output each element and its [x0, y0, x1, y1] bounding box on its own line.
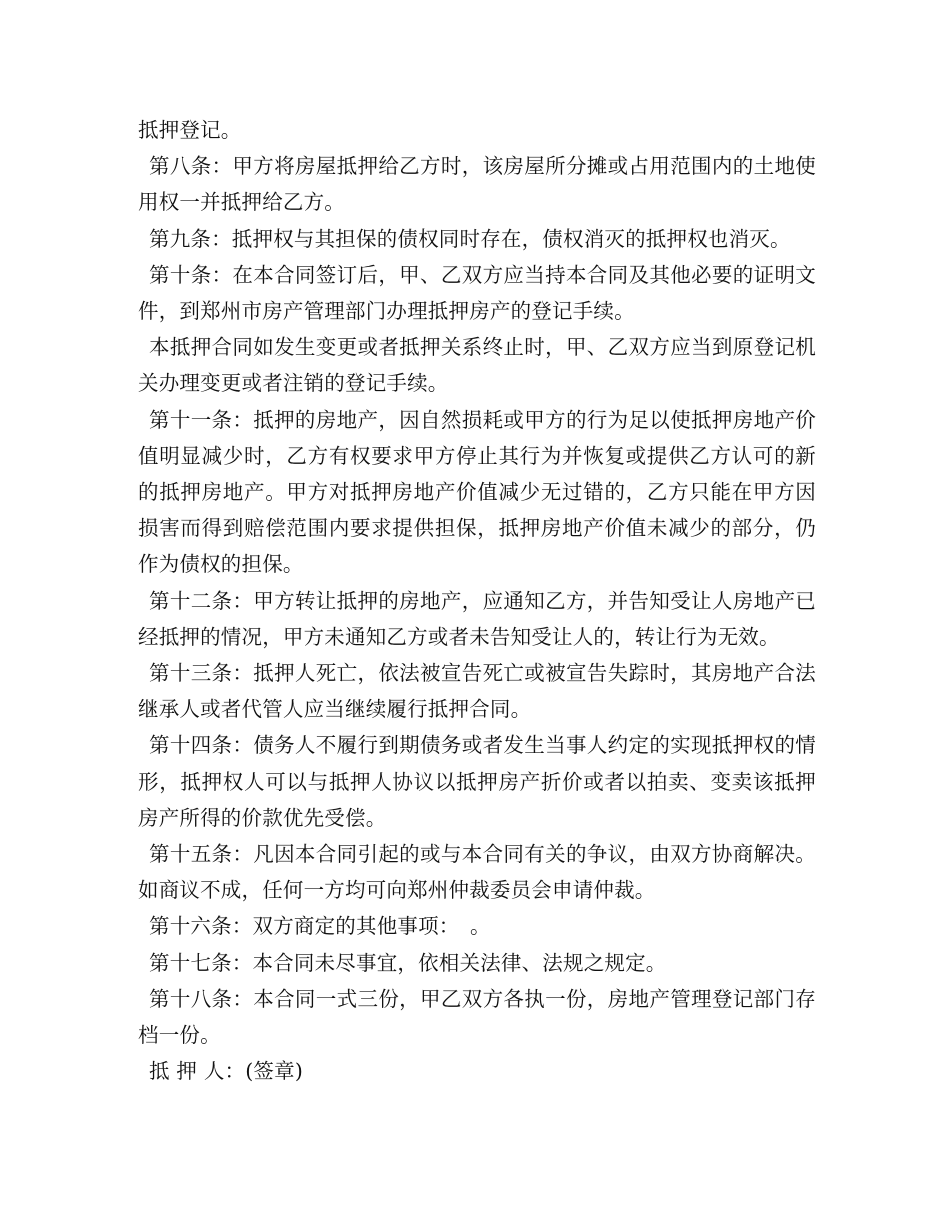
document-body: [138, 112, 816, 1089]
paragraph-article-16: 第十六条：双方商定的其他事项： 。: [149, 914, 491, 939]
paragraph-article-10-note: 本抵押合同如发生变更或者抵押关系终止时，甲、乙双方应当到原登记机关办理变更或者注销的登记手续。: [138, 335, 816, 396]
paragraph-article-15: 第十五条：凡因本合同引起的或与本合同有关的争议，由双方协商解决。如商议不成，任何一方均可向郑州仲裁委员会申请仲裁。: [138, 842, 816, 903]
signature-line-mortgagor: 抵 押 人：(签章): [149, 1059, 304, 1084]
paragraph-article-12: 第十二条：甲方转让抵押的房地产，应通知乙方，并告知受让人房地产已经抵押的情况，甲方未通知乙方或者未告知受让人的，转让行为无效。: [138, 588, 816, 649]
paragraph-article-8: 第八条：甲方将房屋抵押给乙方时，该房屋所分摊或占用范围内的土地使用权一并抵押给乙方。: [138, 154, 816, 215]
paragraph-article-13: 第十三条：抵押人死亡，依法被宣告死亡或被宣告失踪时，其房地产合法继承人或者代管人应当继续履行抵押合同。: [138, 661, 816, 722]
paragraph-article-11: 第十一条：抵押的房地产，因自然损耗或甲方的行为足以使抵押房地产价值明显减少时，乙方有权要求甲方停止其行为并恢复或提供乙方认可的新的抵押房地产。甲方对抵押房地产价值减少无过错的，乙方只能在甲方因损害而得到赔偿范围内要求提供担保，抵押房地产价值未减少的部分，仍作为债权的担保。: [138, 407, 816, 577]
paragraph-article-14: 第十四条：债务人不履行到期债务或者发生当事人约定的实现抵押权的情形，抵押权人可以与抵押人协议以抵押房产折价或者以拍卖、变卖该抵押房产所得的价款优先受偿。: [138, 733, 816, 830]
paragraph-article-9: 第九条：抵押权与其担保的债权同时存在，债权消灭的抵押权也消灭。: [149, 226, 791, 251]
paragraph-article-10: 第十条：在本合同签订后，甲、乙双方应当持本合同及其他必要的证明文件，到郑州市房产管理部门办理抵押房产的登记手续。: [138, 262, 816, 324]
paragraph-article-17: 第十七条：本合同未尽事宜，依相关法律、法规之规定。: [149, 950, 667, 975]
paragraph-continuation: 抵押登记。: [138, 118, 242, 142]
paragraph-article-18: 第十八条：本合同一式三份，甲乙双方各执一份，房地产管理登记部门存档一份。: [138, 986, 816, 1048]
